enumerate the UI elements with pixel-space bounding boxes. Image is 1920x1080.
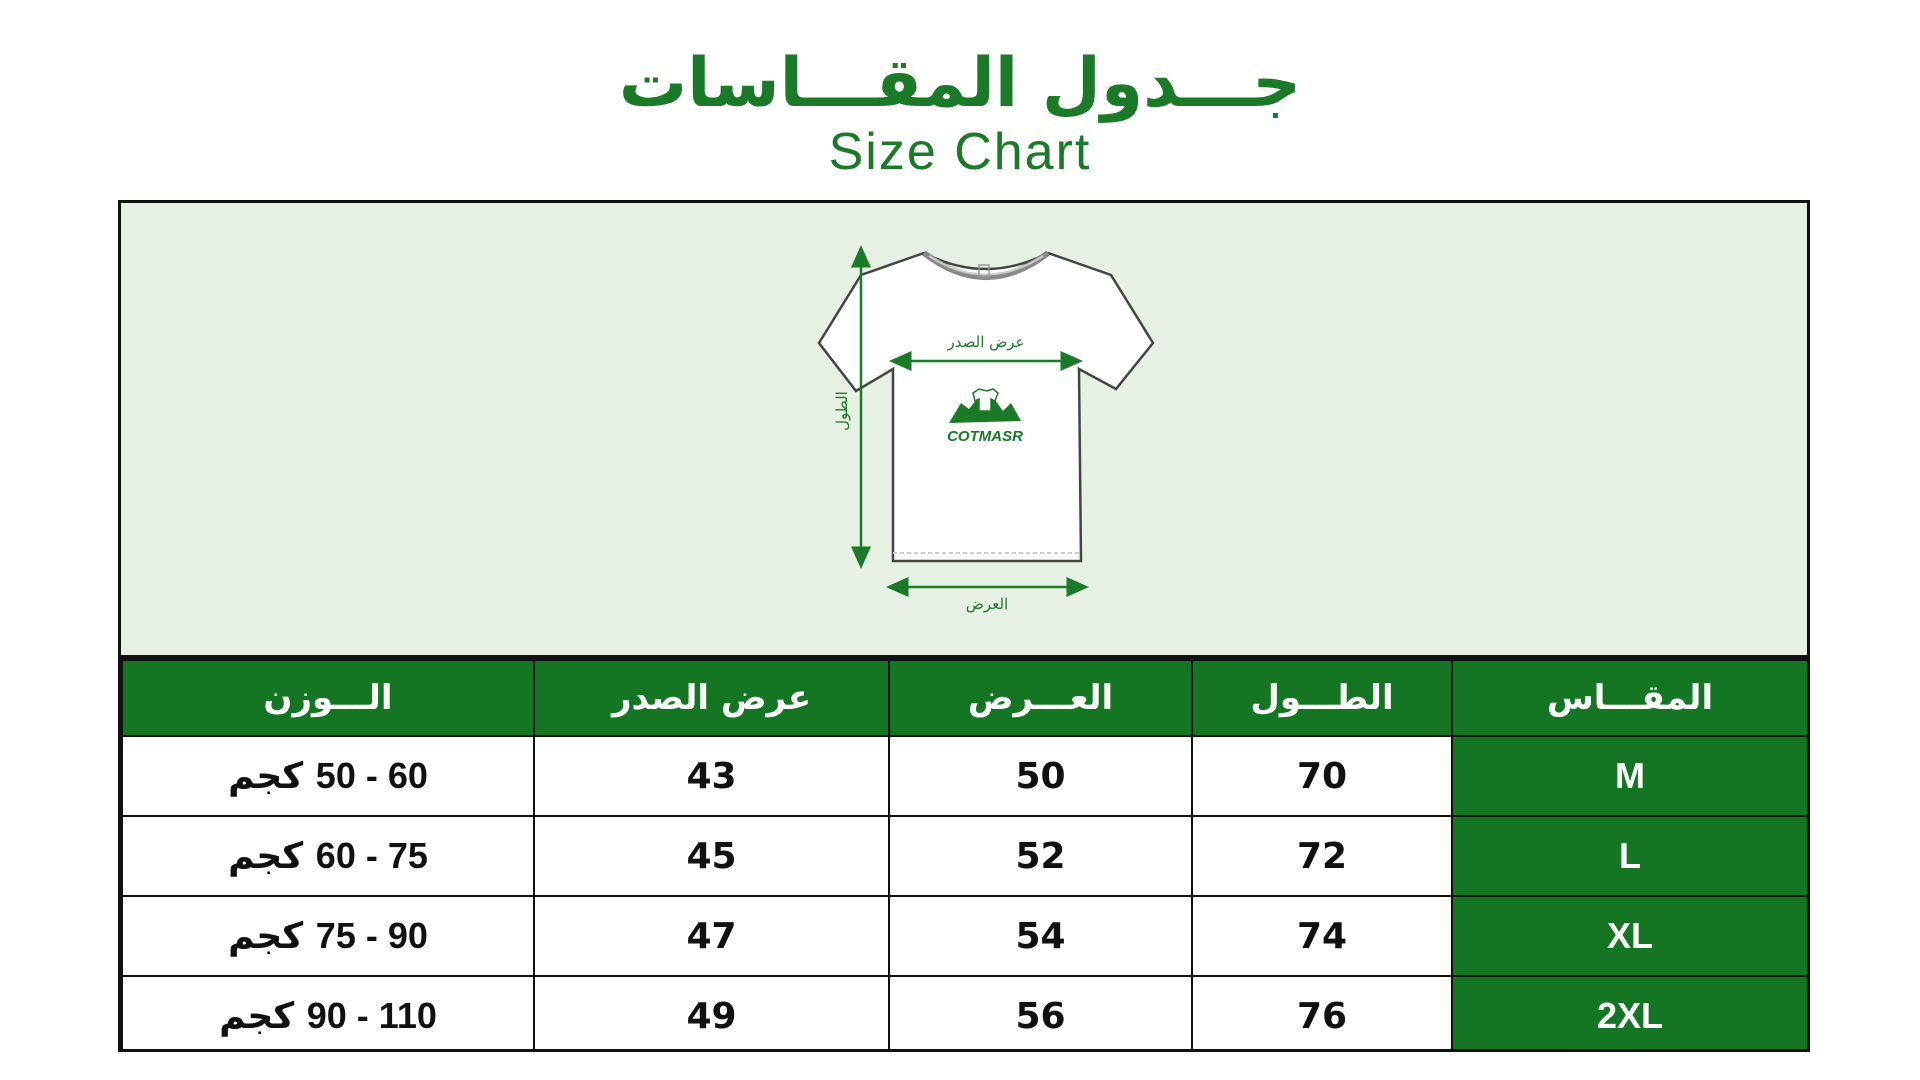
weight-cell xyxy=(122,736,534,816)
size-chart-frame xyxy=(118,200,1810,1052)
length-label: الطول xyxy=(833,391,851,431)
weight-range: 75 - 90 xyxy=(315,915,428,956)
svg-text:COTMASR: COTMASR xyxy=(947,428,1023,445)
weight-cell xyxy=(122,896,534,976)
width-label: العرض xyxy=(965,595,1009,613)
header-length: الطـــول xyxy=(1192,660,1452,736)
chest-cell: 49 xyxy=(534,976,889,1052)
size-table xyxy=(121,659,1809,1052)
header-weight: الـــوزن xyxy=(122,660,534,736)
page-title-arabic: جـــدول المقـــاسات xyxy=(618,44,1302,123)
header-chest: عرض الصدر xyxy=(534,660,889,736)
weight-unit: كجم xyxy=(228,836,304,877)
page-title-english: Size Chart xyxy=(828,123,1092,181)
size-cell: XL xyxy=(1452,896,1808,976)
length-cell: 70 xyxy=(1192,736,1452,816)
width-cell: 50 xyxy=(889,736,1192,816)
weight-range: 50 - 60 xyxy=(315,755,428,796)
size-cell: L xyxy=(1452,816,1808,896)
chest-label: عرض الصدر xyxy=(947,333,1025,351)
size-cell: M xyxy=(1452,736,1808,816)
weight-cell xyxy=(122,816,534,896)
weight-range: 90 - 110 xyxy=(306,995,437,1036)
chest-cell: 47 xyxy=(534,896,889,976)
length-cell: 74 xyxy=(1192,896,1452,976)
width-cell: 54 xyxy=(889,896,1192,976)
weight-unit: كجم xyxy=(219,996,295,1037)
weight-unit: كجم xyxy=(228,916,304,957)
table-row xyxy=(122,976,1808,1052)
weight-range: 60 - 75 xyxy=(315,835,428,876)
tshirt-illustration-panel xyxy=(121,203,1807,659)
width-cell: 56 xyxy=(889,976,1192,1052)
chest-cell: 43 xyxy=(534,736,889,816)
length-cell: 76 xyxy=(1192,976,1452,1052)
table-header-row xyxy=(122,660,1808,736)
header-size: المقـــاس xyxy=(1452,660,1808,736)
table-row xyxy=(122,816,1808,896)
length-cell: 72 xyxy=(1192,816,1452,896)
table-row xyxy=(122,896,1808,976)
width-cell: 52 xyxy=(889,816,1192,896)
weight-unit: كجم xyxy=(228,756,304,797)
tshirt-diagram xyxy=(121,203,1807,655)
size-cell: 2XL xyxy=(1452,976,1808,1052)
header-width: العـــرض xyxy=(889,660,1192,736)
chest-cell: 45 xyxy=(534,816,889,896)
weight-cell xyxy=(122,976,534,1052)
table-row xyxy=(122,736,1808,816)
